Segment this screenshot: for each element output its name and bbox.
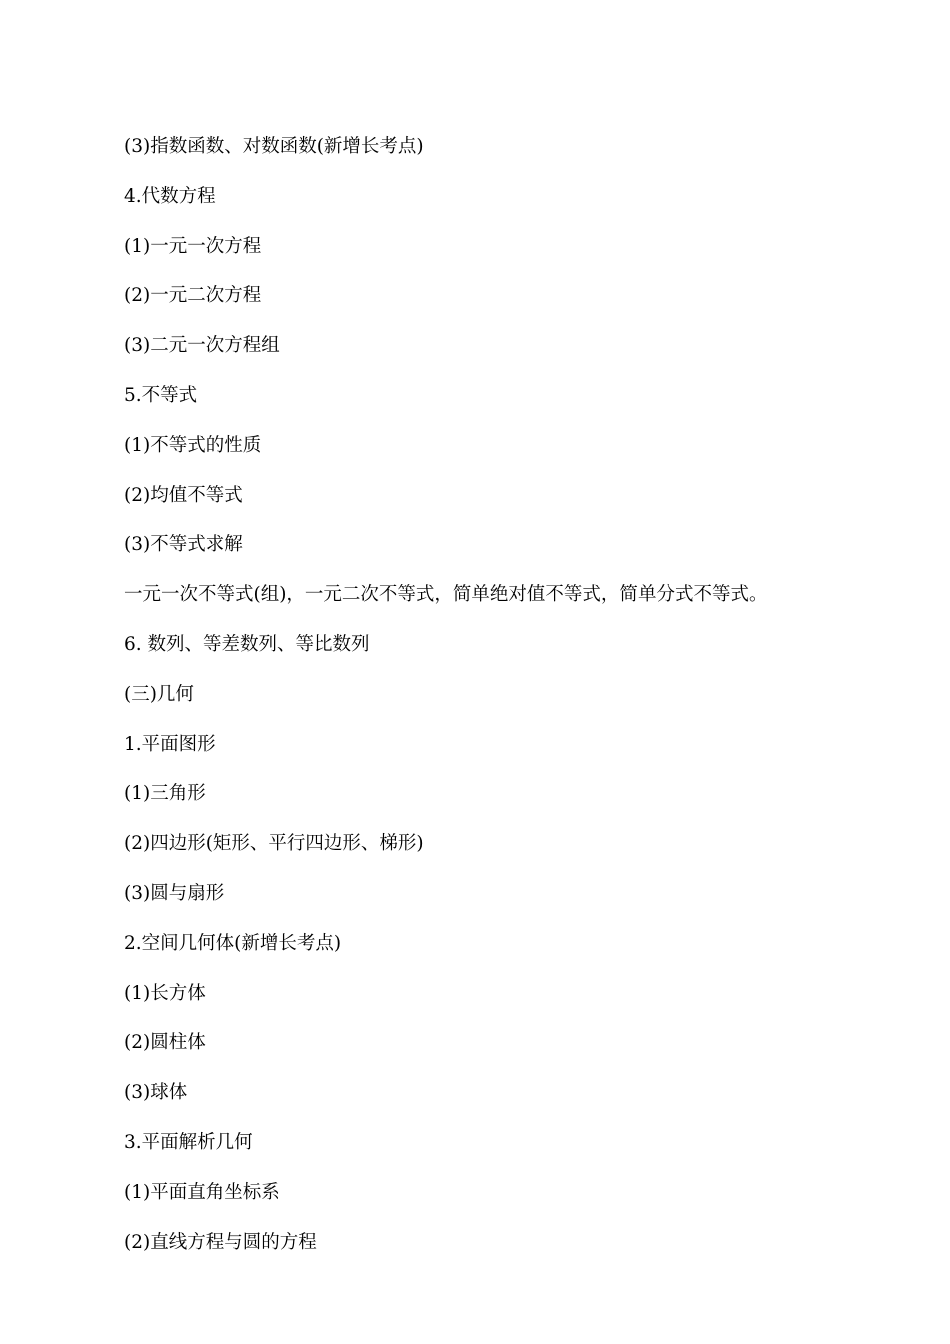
- inequality-types-description: 一元一次不等式(组)，一元二次不等式，简单绝对值不等式，简单分式不等式。: [124, 584, 768, 606]
- chapter-geometry: (三)几何: [124, 683, 194, 705]
- topic-solving-inequalities: (3)不等式求解: [124, 534, 243, 556]
- topic-sphere: (3)球体: [124, 1082, 188, 1104]
- topic-cuboid: (1)长方体: [124, 982, 206, 1004]
- topic-cartesian-coordinates: (1)平面直角坐标系: [124, 1181, 280, 1203]
- topic-line-circle-equations: (2)直线方程与圆的方程: [124, 1231, 317, 1253]
- topic-linear-system-two-variables: (3)二元一次方程组: [124, 335, 280, 357]
- topic-cylinder: (2)圆柱体: [124, 1032, 206, 1054]
- topic-linear-equation-one-variable: (1)一元一次方程: [124, 235, 262, 257]
- topic-inequality-properties: (1)不等式的性质: [124, 434, 262, 456]
- topic-quadrilateral: (2)四边形(矩形、平行四边形、梯形): [124, 833, 424, 855]
- topic-triangle: (1)三角形: [124, 783, 206, 805]
- topic-exponential-logarithmic-functions: (3)指数函数、对数函数(新增长考点): [124, 136, 424, 157]
- topic-quadratic-equation: (2)一元二次方程: [124, 285, 262, 307]
- document-body: [124, 134, 884, 1279]
- section-inequalities: 5.不等式: [124, 384, 198, 406]
- section-solid-geometry: 2.空间几何体(新增长考点): [124, 932, 342, 954]
- section-plane-figures: 1.平面图形: [124, 733, 216, 755]
- section-sequences: 6. 数列、等差数列、等比数列: [124, 633, 370, 655]
- topic-mean-inequality: (2)均值不等式: [124, 484, 243, 506]
- section-algebraic-equations: 4.代数方程: [124, 185, 216, 207]
- topic-circle-sector: (3)圆与扇形: [124, 882, 225, 904]
- section-analytic-geometry: 3.平面解析几何: [124, 1131, 253, 1153]
